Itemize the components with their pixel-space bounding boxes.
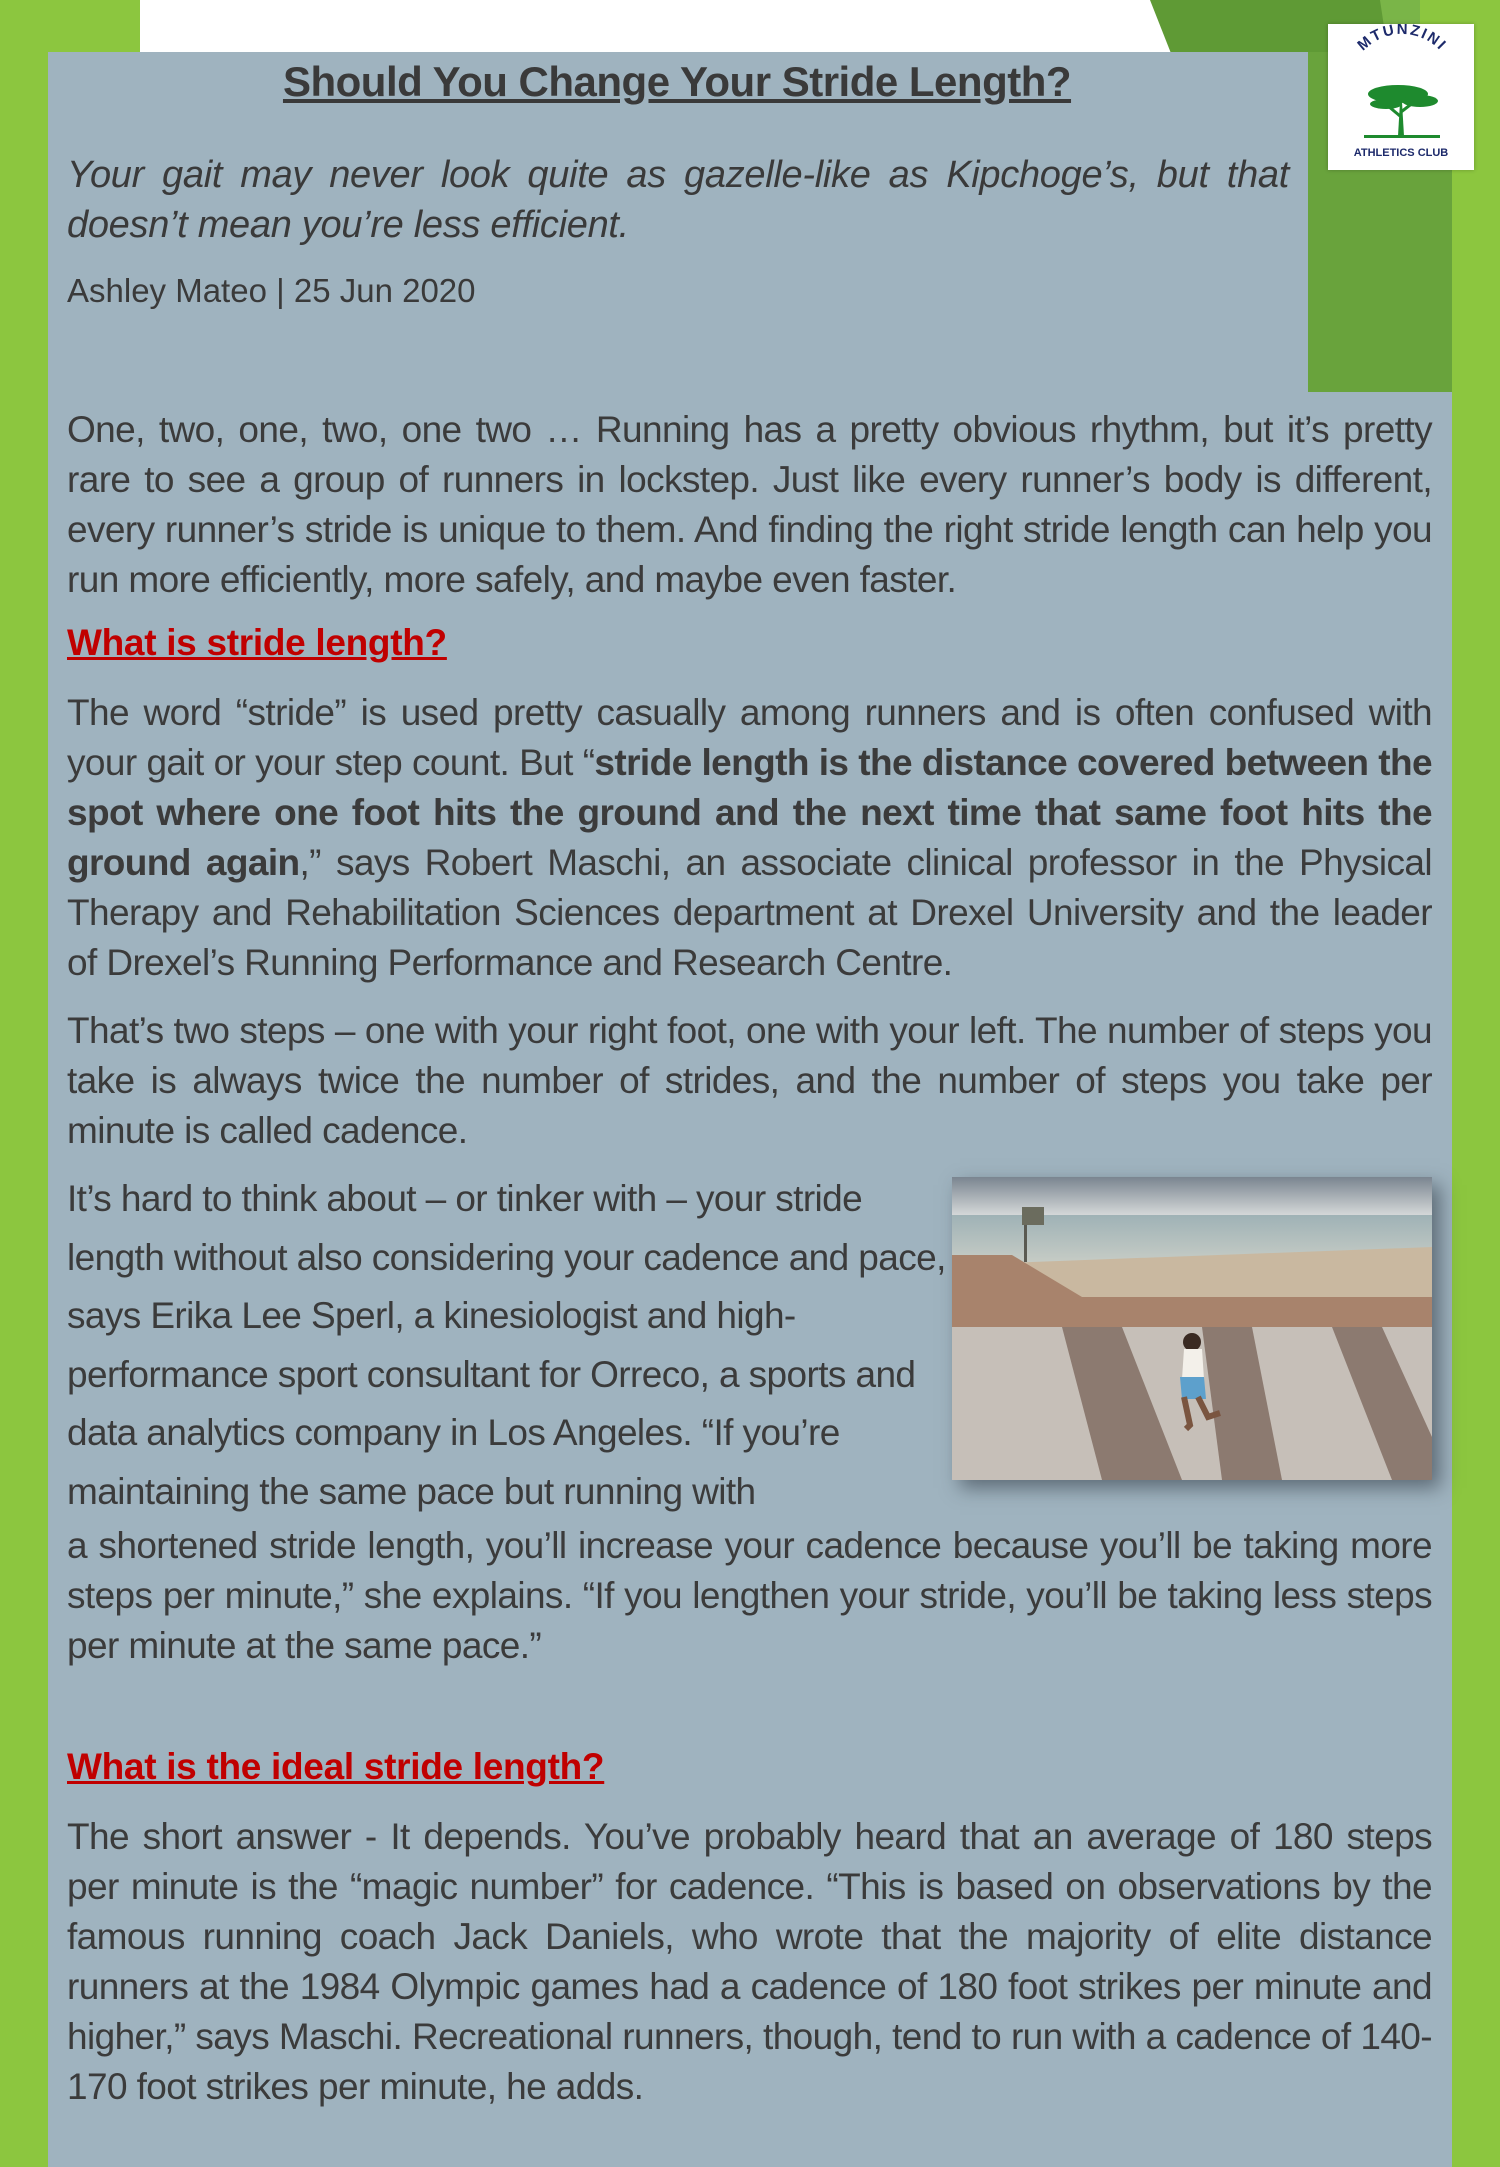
acacia-tree-icon — [1328, 24, 1474, 170]
article-subtitle: Your gait may never look quite as gazelle-like as Kipchoge’s, but that doesn’t mean you’re less efficient. — [67, 154, 1289, 246]
heading-ideal-stride-length: What is the ideal stride length? — [67, 1746, 605, 1787]
paragraph-ideal-cadence: The short answer - It depends. You’ve probably heard that an average of 180 steps per minute is the “magic number” for cadence. “This is based on observations by the famous running coach Jack Daniels, who wrote that the majority of elite distance runners at the 1984 Olympic games had a cadence of 180 foot strikes per minute and higher,” says Maschi. Recreational runners, though, tend to run with a cadence of 140-170 foot strikes per minute, he adds. — [67, 1816, 1432, 2107]
paragraph-cadence: That’s two steps – one with your right foot, one with your left. The number of steps you take is always twice the number of strides, and the number of steps you take per minute is called cadence. — [67, 1010, 1432, 1151]
stride-definition-lead: The word “stride” is used pretty casually among runners and is often confused with your gait or your step count. But “ — [67, 692, 1432, 783]
paragraph-pace: It’s hard to think about – or tinker with – your stride length without also considering your cadence and pace, says Erika Lee Sperl, a kinesiologist and high-performance sport consultant for Orreco, a sports and data analytics company in Los Angeles. “If you’re maintaining the same pace but running with — [67, 1178, 946, 1512]
runner-on-promenade-image — [952, 1177, 1432, 1480]
article-byline: Ashley Mateo | 25 Jun 2020 — [67, 272, 476, 309]
stride-definition-bold: stride length is the distance covered between the spot where one foot hits the ground and the next time that same foot hits the ground again — [67, 742, 1432, 883]
svg-text:MTUNZINI — [1354, 24, 1450, 54]
runner-photo — [952, 1177, 1432, 1480]
paragraph-intro: One, two, one, two, one two … Running has a pretty obvious rhythm, but it’s pretty rare to see a group of runners in lockstep. Just like every runner’s body is different, every runner’s stride is unique to them. And finding the right stride length can help you run more efficiently, more safely, and maybe even faster. — [67, 409, 1432, 600]
logo-bottom-text: ATHLETICS CLUB — [1353, 147, 1449, 159]
decorative-green-strip-left — [0, 1300, 48, 2167]
heading-what-is-stride-length: What is stride length? — [67, 622, 447, 663]
paragraph-pace-continued: a shortened stride length, you’ll increase your cadence because you’ll be taking more steps per minute,” she explains. “If you lengthen your stride, you’ll be taking less steps per minute at the same pace.” — [67, 1525, 1432, 1666]
club-logo — [1328, 24, 1474, 170]
stride-definition-tail: ,” says Robert Maschi, an associate clinical professor in the Physical Therapy and Rehabilitation Sciences department at Drexel University and the leader of Drexel’s Running Performance and Research Centre. — [67, 842, 1432, 983]
logo-arc-text: MTUNZINI — [1354, 24, 1451, 55]
paragraph-stride-definition — [67, 688, 1432, 988]
article-title: Should You Change Your Stride Length? — [282, 58, 1072, 105]
